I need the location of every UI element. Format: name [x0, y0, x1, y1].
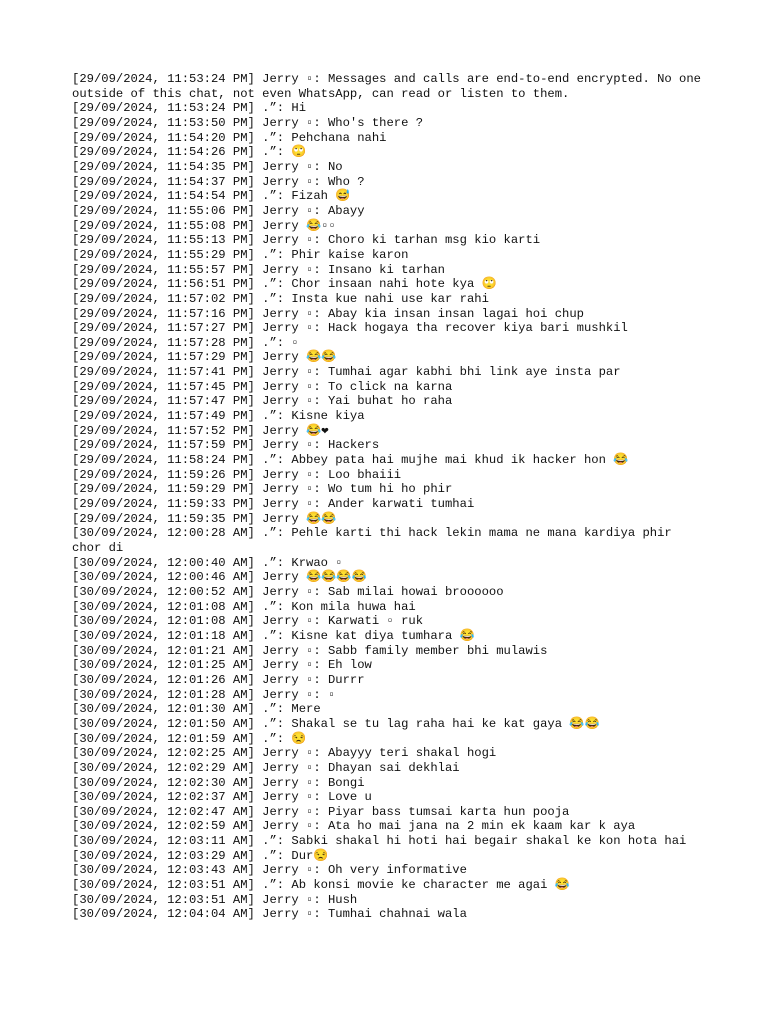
chat-line: [30/09/2024, 12:01:08 AM] .”: Kon mila huwa hai [72, 599, 416, 614]
chat-line: [29/09/2024, 11:55:29 PM] .”: Phir kaise karon [72, 247, 409, 262]
chat-line: [30/09/2024, 12:00:28 AM] .”: Pehle karti thi hack lekin mama ne mana kardiya phir chor di [72, 526, 680, 555]
chat-line: [30/09/2024, 12:01:28 AM] Jerry ▫: ▫ [72, 687, 336, 702]
chat-line: [29/09/2024, 11:57:28 PM] .”: ▫ [72, 335, 299, 350]
chat-line: [30/09/2024, 12:01:18 AM] .”: Kisne kat diya tumhara 😂 [72, 628, 475, 643]
chat-line: [29/09/2024, 11:55:57 PM] Jerry ▫: Insano ki tarhan [72, 262, 445, 277]
chat-line: [29/09/2024, 11:59:35 PM] Jerry 😂😂 [72, 511, 337, 526]
chat-line: [30/09/2024, 12:01:26 AM] Jerry ▫: Durrr [72, 672, 365, 687]
chat-line: [29/09/2024, 11:55:06 PM] Jerry ▫: Abayy [72, 203, 365, 218]
chat-line: [30/09/2024, 12:00:46 AM] Jerry 😂😂😂😂 [72, 570, 367, 585]
chat-line: [30/09/2024, 12:01:30 AM] .”: Mere [72, 702, 321, 717]
chat-line: [30/09/2024, 12:04:04 AM] Jerry ▫: Tumhai chahnai wala [72, 907, 467, 922]
chat-line: [29/09/2024, 11:57:02 PM] .”: Insta kue nahi use kar rahi [72, 291, 489, 306]
chat-line: [30/09/2024, 12:01:59 AM] .”: 😒 [72, 731, 307, 746]
chat-line: [30/09/2024, 12:03:29 AM] .”: Dur😒 [72, 848, 329, 863]
chat-line: [29/09/2024, 11:54:20 PM] .”: Pehchana nahi [72, 130, 387, 145]
chat-line: [29/09/2024, 11:55:08 PM] Jerry 😂▫▫ [72, 218, 336, 233]
chat-line: [29/09/2024, 11:54:35 PM] Jerry ▫: No [72, 159, 343, 174]
chat-line: [29/09/2024, 11:57:41 PM] Jerry ▫: Tumhai agar kabhi bhi link aye insta par [72, 365, 621, 380]
chat-line: [29/09/2024, 11:53:24 PM] Jerry ▫: Messages and calls are end-to-end encrypted. No one outside of this chat, not even WhatsApp, can read or listen to them. [72, 72, 709, 101]
chat-line: [29/09/2024, 11:54:26 PM] .”: 🙄 [72, 145, 307, 160]
chat-line: [30/09/2024, 12:02:47 AM] Jerry ▫: Piyar bass tumsai karta hun pooja [72, 804, 570, 819]
chat-line: [30/09/2024, 12:00:52 AM] Jerry ▫: Sab milai howai broooooo [72, 584, 504, 599]
chat-transcript [72, 72, 709, 922]
chat-line: [30/09/2024, 12:01:21 AM] Jerry ▫: Sabb family member bhi mulawis [72, 643, 548, 658]
chat-line: [29/09/2024, 11:59:33 PM] Jerry ▫: Ander karwati tumhai [72, 497, 475, 512]
chat-line: [30/09/2024, 12:01:25 AM] Jerry ▫: Eh low [72, 658, 372, 673]
chat-line: [29/09/2024, 11:57:49 PM] .”: Kisne kiya [72, 409, 365, 424]
chat-line: [30/09/2024, 12:02:29 AM] Jerry ▫: Dhayan sai dekhlai [72, 760, 460, 775]
chat-line: [30/09/2024, 12:02:59 AM] Jerry ▫: Ata ho mai jana na 2 min ek kaam kar k aya [72, 819, 636, 834]
chat-line: [29/09/2024, 11:54:37 PM] Jerry ▫: Who ? [72, 174, 365, 189]
chat-line: [29/09/2024, 11:57:52 PM] Jerry 😂❤ [72, 423, 329, 438]
chat-line: [29/09/2024, 11:54:54 PM] .”: Fizah 😅 [72, 189, 351, 204]
chat-line: [29/09/2024, 11:59:26 PM] Jerry ▫: Loo bhaiii [72, 467, 402, 482]
chat-line: [30/09/2024, 12:02:25 AM] Jerry ▫: Abayyy teri shakal hogi [72, 746, 497, 761]
chat-line: [29/09/2024, 11:53:24 PM] .”: Hi [72, 101, 307, 116]
chat-line: [29/09/2024, 11:57:59 PM] Jerry ▫: Hackers [72, 438, 380, 453]
chat-line: [30/09/2024, 12:02:37 AM] Jerry ▫: Love u [72, 790, 372, 805]
chat-line: [30/09/2024, 12:03:51 AM] Jerry ▫: Hush [72, 892, 358, 907]
chat-line: [29/09/2024, 11:56:51 PM] .”: Chor insaan nahi hote kya 🙄 [72, 277, 497, 292]
chat-line: [30/09/2024, 12:00:40 AM] .”: Krwao ▫ [72, 555, 343, 570]
chat-line: [29/09/2024, 11:57:27 PM] Jerry ▫: Hack hogaya tha recover kiya bari mushkil [72, 321, 628, 336]
chat-line: [30/09/2024, 12:02:30 AM] Jerry ▫: Bongi [72, 775, 365, 790]
chat-line: [30/09/2024, 12:03:43 AM] Jerry ▫: Oh very informative [72, 863, 467, 878]
chat-line: [29/09/2024, 11:58:24 PM] .”: Abbey pata hai mujhe mai khud ik hacker hon 😂 [72, 453, 629, 468]
chat-line: [30/09/2024, 12:03:51 AM] .”: Ab konsi movie ke character me agai 😂 [72, 878, 570, 893]
chat-line: [29/09/2024, 11:55:13 PM] Jerry ▫: Choro ki tarhan msg kio karti [72, 233, 541, 248]
chat-line: [29/09/2024, 11:57:47 PM] Jerry ▫: Yai buhat ho raha [72, 394, 453, 409]
chat-line: [29/09/2024, 11:57:45 PM] Jerry ▫: To click na karna [72, 379, 453, 394]
chat-line: [30/09/2024, 12:01:50 AM] .”: Shakal se tu lag raha hai ke kat gaya 😂😂 [72, 716, 600, 731]
chat-line: [29/09/2024, 11:53:50 PM] Jerry ▫: Who's there ? [72, 115, 424, 130]
chat-line: [30/09/2024, 12:01:08 AM] Jerry ▫: Karwati ▫ ruk [72, 614, 424, 629]
chat-line: [30/09/2024, 12:03:11 AM] .”: Sabki shakal hi hoti hai begair shakal ke kon hota hai [72, 834, 687, 849]
chat-line: [29/09/2024, 11:57:16 PM] Jerry ▫: Abay kia insan insan lagai hoi chup [72, 306, 584, 321]
chat-line: [29/09/2024, 11:57:29 PM] Jerry 😂😂 [72, 350, 337, 365]
chat-line: [29/09/2024, 11:59:29 PM] Jerry ▫: Wo tum hi ho phir [72, 482, 453, 497]
